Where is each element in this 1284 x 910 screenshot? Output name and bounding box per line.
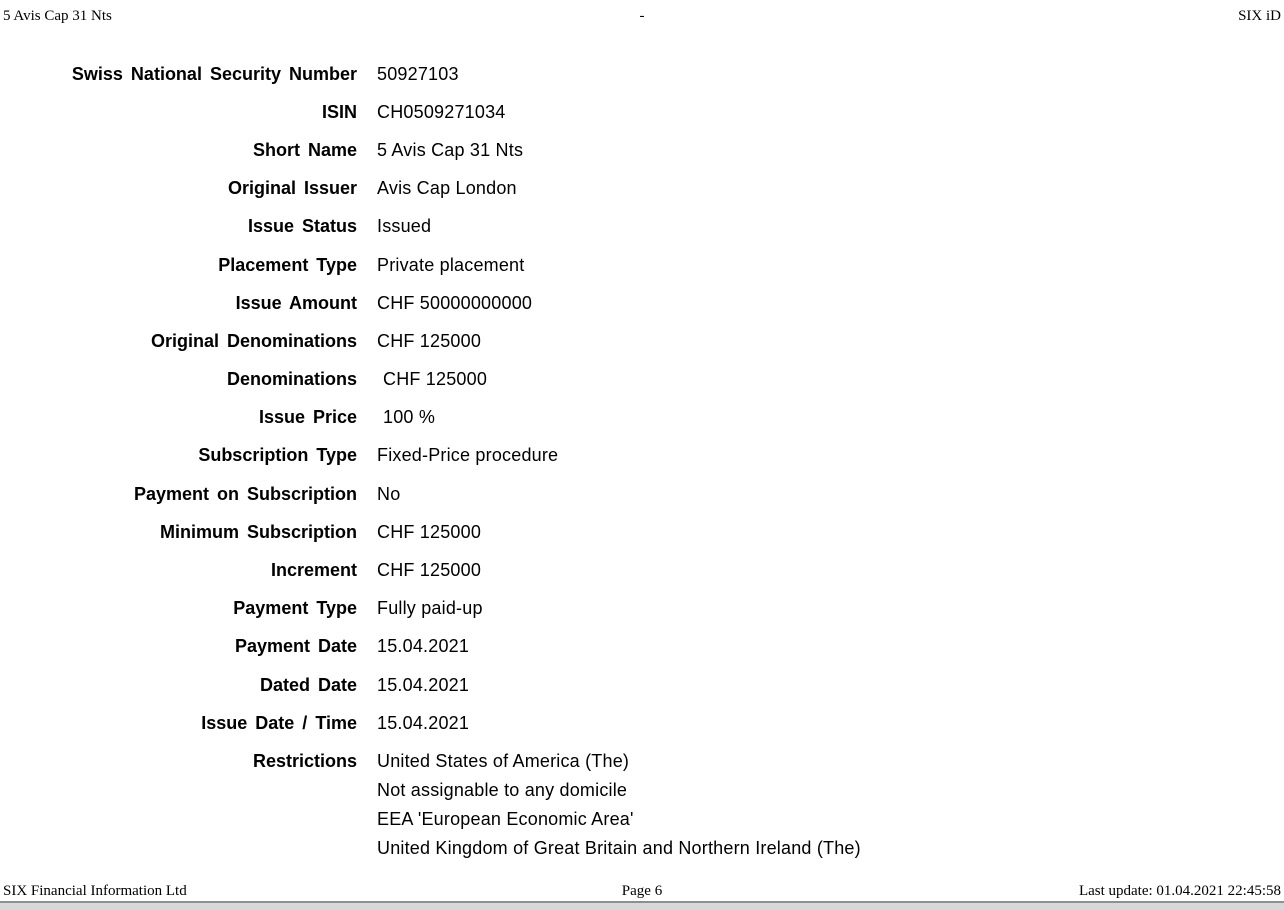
field-label: Payment on Subscription xyxy=(133,483,357,504)
field-row xyxy=(0,170,1284,208)
field-label: Increment xyxy=(270,560,357,581)
field-value: Private placement xyxy=(377,254,525,275)
field-row xyxy=(0,704,1284,742)
field-label: Issue Price xyxy=(258,407,357,428)
field-row xyxy=(0,93,1284,131)
field-label: Payment Date xyxy=(234,636,357,657)
field-row xyxy=(0,208,1284,246)
field-value-line: Not assignable to any domicile xyxy=(377,780,628,801)
field-label: Minimum Subscription xyxy=(159,521,357,542)
field-value: 5 Avis Cap 31 Nts xyxy=(377,139,524,160)
field-value: 15.04.2021 xyxy=(377,674,470,695)
field-value: No xyxy=(377,483,401,504)
header-document-title: 5 Avis Cap 31 Nts xyxy=(3,8,112,24)
field-row xyxy=(0,246,1284,284)
footer-company-name: SIX Financial Information Ltd xyxy=(3,883,187,899)
field-label: Short Name xyxy=(252,139,357,160)
field-value xyxy=(377,747,861,863)
field-row xyxy=(0,437,1284,475)
field-row xyxy=(0,475,1284,513)
field-value: 50927103 xyxy=(377,63,459,84)
field-label: Subscription Type xyxy=(198,445,357,466)
field-table xyxy=(0,55,1284,863)
footer-page-number: Page 6 xyxy=(621,883,663,899)
field-value: 15.04.2021 xyxy=(377,712,470,733)
footer-last-update: Last update: 01.04.2021 22:45:58 xyxy=(1078,883,1281,899)
field-row xyxy=(0,284,1284,322)
field-value-line: United States of America (The) xyxy=(377,751,630,772)
field-row xyxy=(0,361,1284,399)
field-value: Issued xyxy=(377,216,432,237)
field-row xyxy=(0,513,1284,551)
field-label: Dated Date xyxy=(259,674,357,695)
field-value: Fixed-Price procedure xyxy=(377,445,559,466)
field-value: CH0509271034 xyxy=(377,101,506,122)
field-label: Placement Type xyxy=(218,254,357,275)
page-footer xyxy=(3,882,1281,900)
field-label: ISIN xyxy=(321,101,357,122)
field-row xyxy=(0,551,1284,589)
field-row xyxy=(0,322,1284,360)
field-value: 100 % xyxy=(383,407,436,428)
page-header xyxy=(3,7,1281,25)
field-row xyxy=(0,742,1284,863)
field-value: CHF 50000000000 xyxy=(377,292,533,313)
header-center-text: - xyxy=(639,8,645,24)
field-row xyxy=(0,628,1284,666)
field-label: Denominations xyxy=(226,369,357,390)
field-value: CHF 125000 xyxy=(377,560,482,581)
field-value: 15.04.2021 xyxy=(377,636,470,657)
bottom-bar xyxy=(0,901,1284,910)
field-label: Original Issuer xyxy=(227,178,357,199)
field-value: Fully paid-up xyxy=(377,598,483,619)
field-label: Original Denominations xyxy=(150,330,357,351)
field-value: CHF 125000 xyxy=(377,521,482,542)
field-value-line: United Kingdom of Great Britain and Northern Ireland (The) xyxy=(377,838,861,859)
field-label: Payment Type xyxy=(233,598,357,619)
header-brand-six-id: SIX iD xyxy=(1238,8,1281,24)
field-row xyxy=(0,55,1284,93)
field-value-line: EEA 'European Economic Area' xyxy=(377,809,634,830)
field-label: Issue Status xyxy=(247,216,357,237)
field-label: Issue Date / Time xyxy=(201,712,357,733)
field-row xyxy=(0,666,1284,704)
field-value: CHF 125000 xyxy=(383,369,488,390)
field-label: Swiss National Security Number xyxy=(71,63,357,84)
field-row xyxy=(0,399,1284,437)
field-label: Restrictions xyxy=(252,751,357,772)
field-label: Issue Amount xyxy=(235,292,357,313)
field-row xyxy=(0,590,1284,628)
field-value: CHF 125000 xyxy=(377,330,482,351)
field-value: Avis Cap London xyxy=(377,178,517,199)
field-row xyxy=(0,131,1284,169)
